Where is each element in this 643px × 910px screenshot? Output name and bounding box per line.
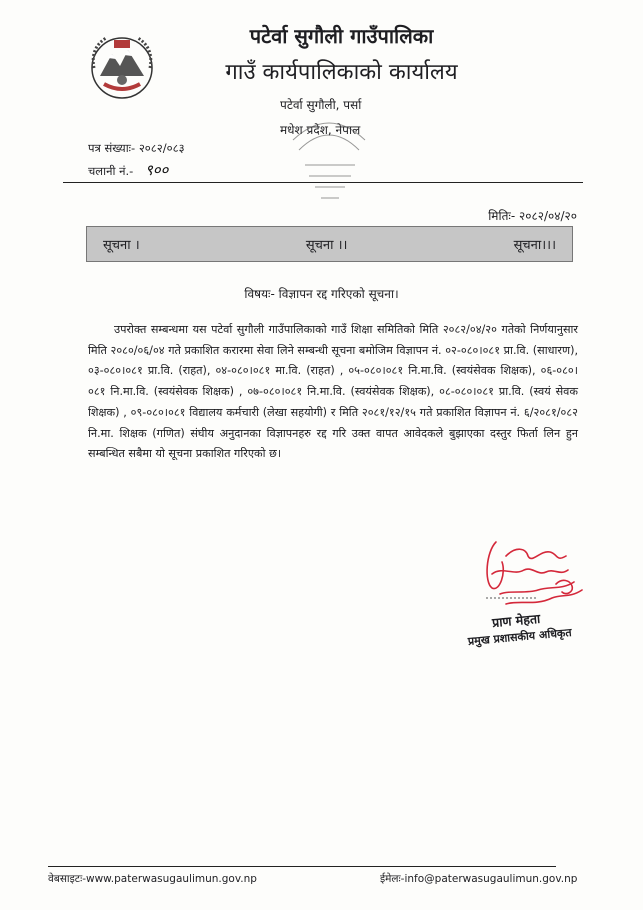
office-stamp-icon — [285, 110, 373, 210]
notice-banner — [86, 226, 573, 262]
document-date: मितिः- २०८२/०४/२० — [488, 209, 577, 223]
banner-left-label: सूचना । — [103, 238, 140, 253]
letter-number-value: २०८२/०८३ — [138, 141, 185, 155]
notice-body — [88, 320, 578, 465]
address-line-1: पटेर्वा सुगौली, पर्सा — [280, 98, 362, 112]
notice-paragraph: उपरोक्त सम्बन्धमा यस पटेर्वा सुगौली गाउँपालिकाको गाउँ शिक्षा समितिको मिति २०८२/०४/२० गतेको निर्णयानुसार मिति २०८०/०६/०४ गते प्रकाशित करारमा सेवा लिने सम्बन्धी सूचना बमोजिम विज्ञापन नं. ०२-०८०।०८१ प्रा.वि. (साधारण), ०३-०८०।०८१ प्रा.वि. (राहत), ०४-०८०।०८१ मा.वि. (राहत) , ०५-०८०।०८१ नि.मा.वि. (स्वयंसेवक शिक्षक), ०६-०८०।०८१ नि.मा.वि. (स्वयंसेवक शिक्षक) , ०७-०८०।०८१ नि.मा.वि. (स्वयंसेवक शिक्षक), ०८-०८०।०८१ प्रा.वि. (स्वयं सेवक शिक्षक) , ०९-०८०।०८१ विद्यालय कर्मचारी (लेखा सहयोगी) र मिति २०८१/१२/१५ गते प्रकाशित विज्ञापन नं. ६/२०८१/०८२ नि.मा. शिक्षक (गणित) संघीय अनुदानका विज्ञापनहरु रद्द गरि उक्त वापत आवेदकले बुझाएका दस्तुर फिर्ता लिन हुन सम्बन्धित सबैमा यो सूचना प्रकाशित गरिएको छ। — [88, 323, 578, 461]
address-line-2: मधेश प्रदेश, नेपाल — [280, 123, 361, 137]
footer-email: ईमेलः-info@paterwasugaulimun.gov.np — [380, 873, 578, 885]
dispatch-number-value: ९०० — [144, 161, 169, 179]
dispatch-number — [88, 160, 168, 180]
signatory-title: प्रमुख प्रशासकीय अधिकृत — [467, 625, 573, 648]
letter-number — [88, 141, 185, 156]
footer-website: वेबसाइटः-www.paterwasugaulimun.gov.np — [48, 873, 257, 885]
banner-center-label: सूचना ।। — [305, 238, 348, 253]
office-name: गाउँ कार्यपालिकाको कार्यालय — [225, 60, 458, 85]
letter-number-label: पत्र संख्याः- — [88, 141, 136, 155]
header-divider — [63, 182, 583, 183]
subject-line: विषयः- विज्ञापन रद्द गरिएको सूचना। — [244, 287, 399, 301]
municipality-name: पटेर्वा सुगौली गाउँपालिका — [249, 24, 434, 48]
dispatch-number-label: चलानी नं.- — [88, 164, 134, 178]
footer-divider — [48, 866, 556, 867]
signatory-name: प्राण मेहता — [491, 610, 541, 631]
banner-right-label: सूचना।।। — [513, 238, 556, 253]
